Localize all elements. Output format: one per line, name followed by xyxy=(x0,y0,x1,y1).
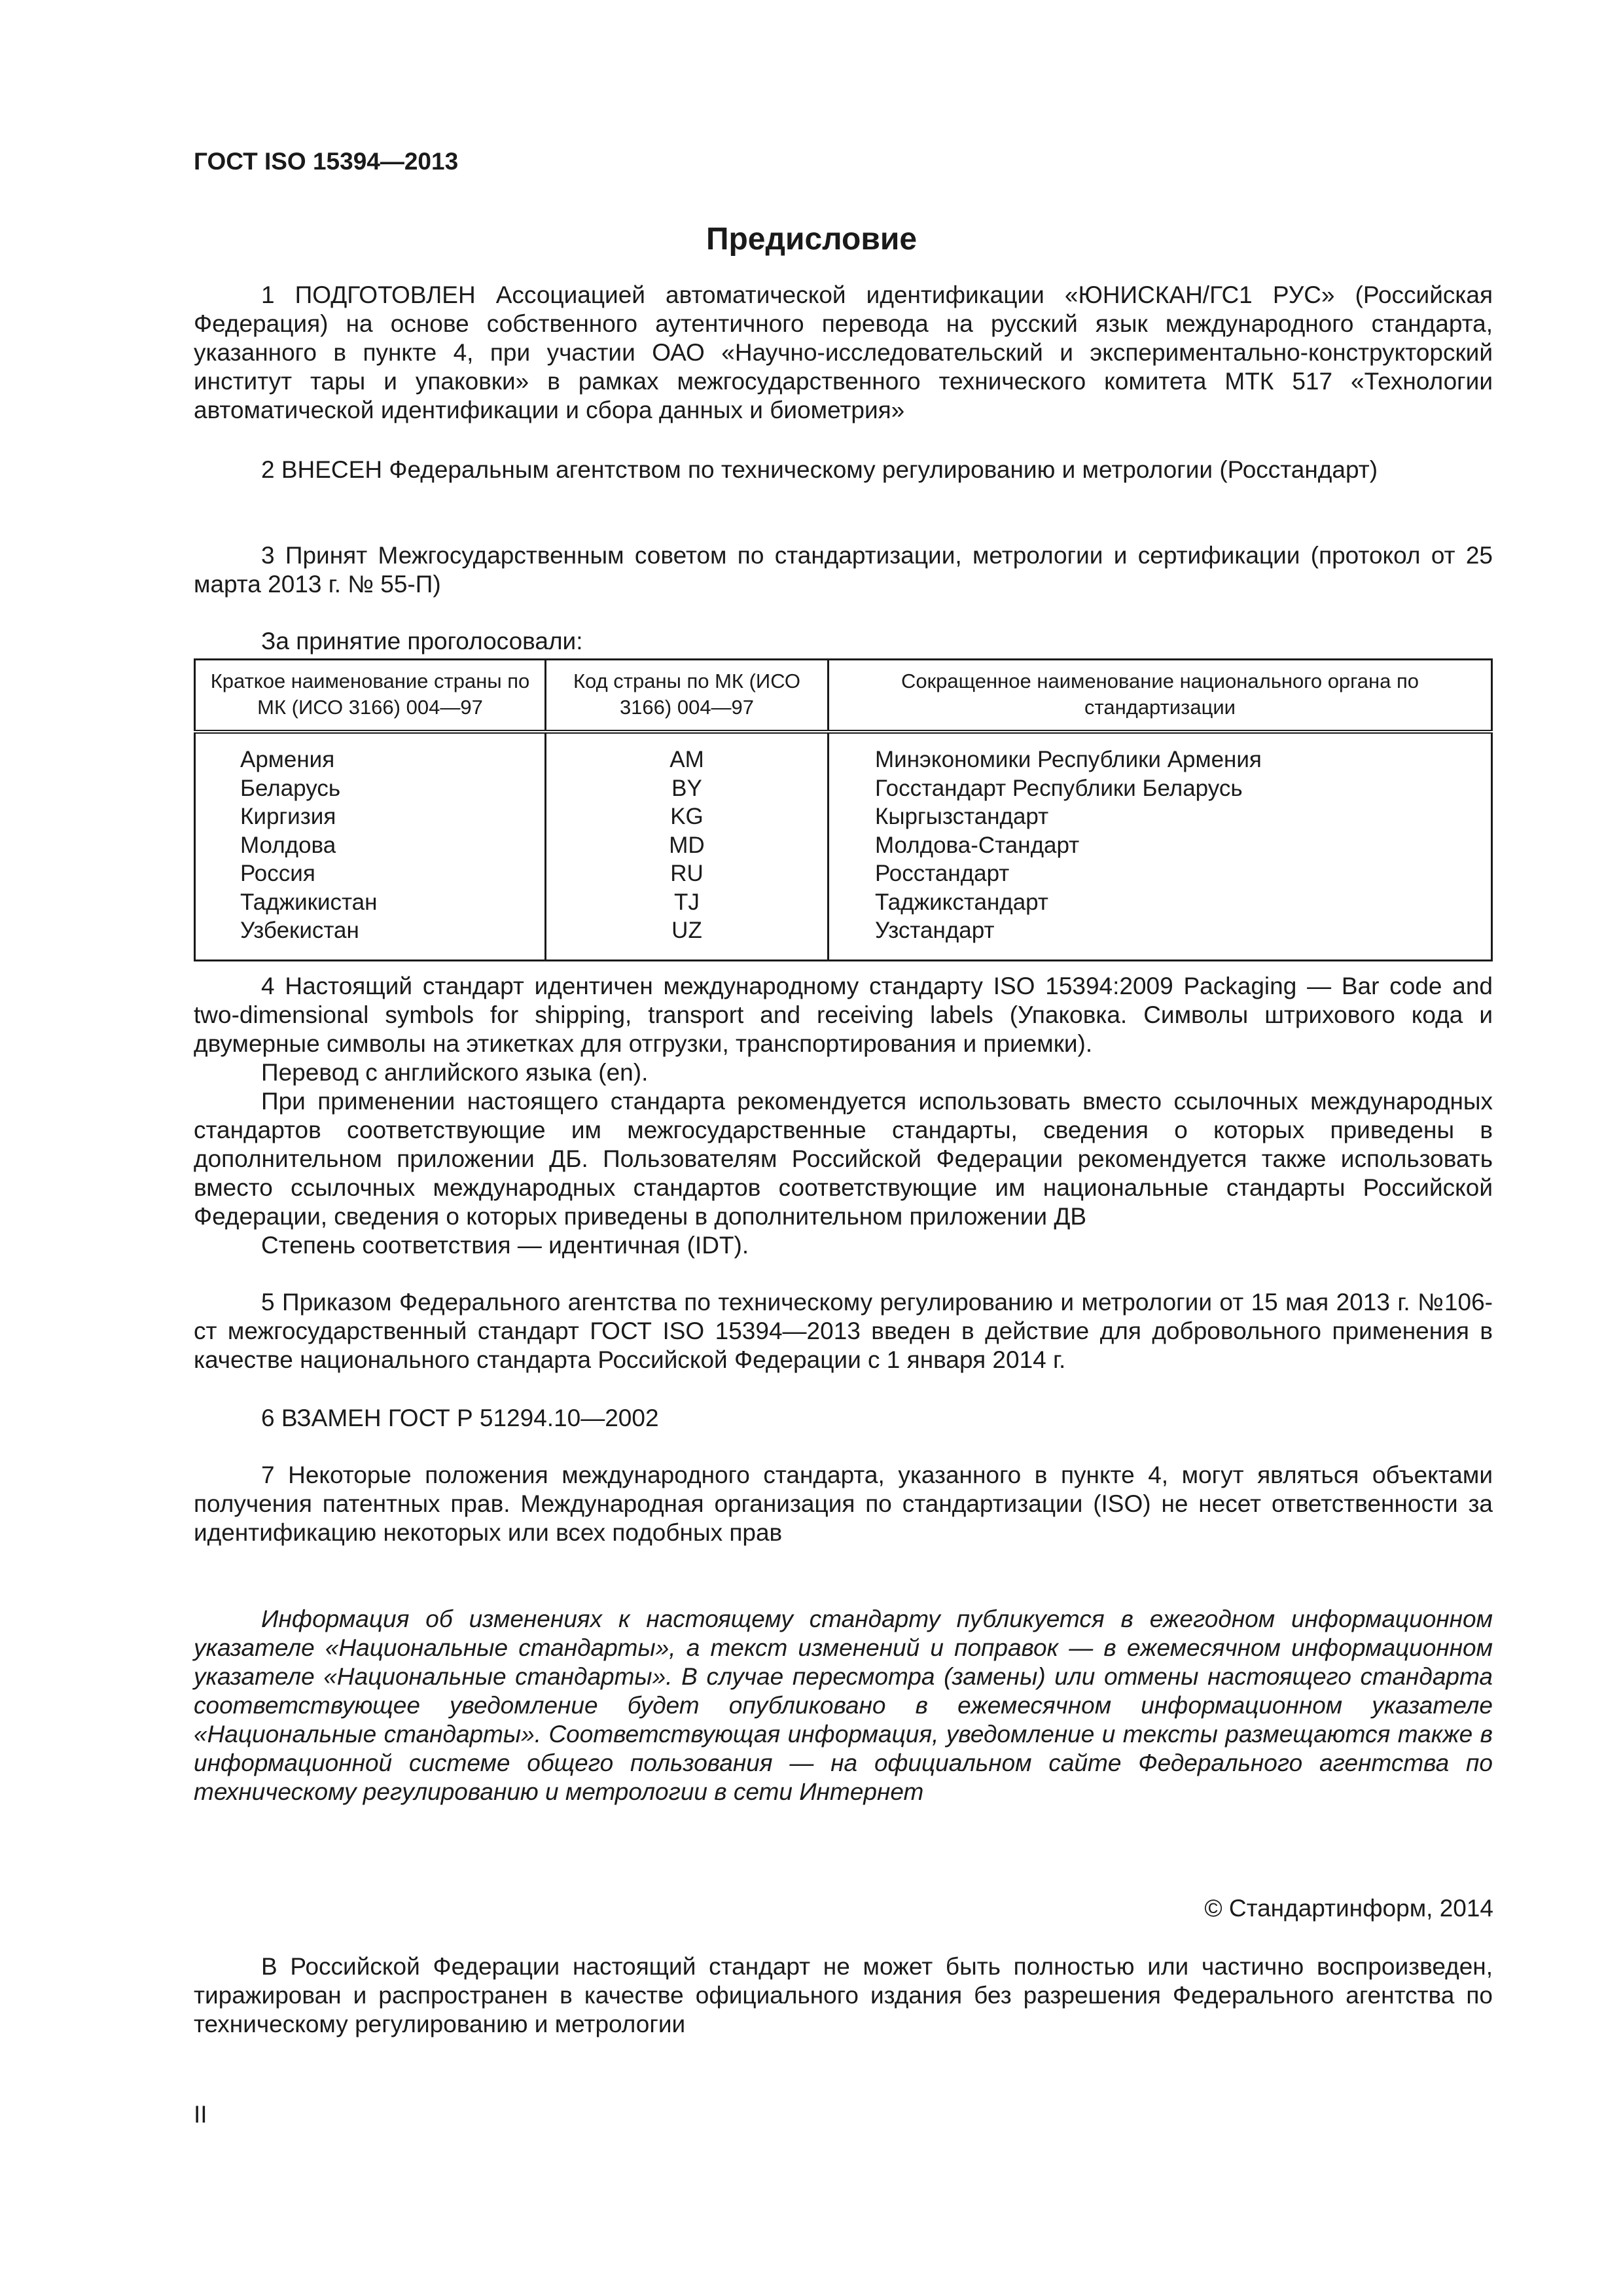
paragraph-4-references: При применении настоящего стандарта рекомендуется использовать вместо ссылочных международных стандартов соответствующие им межгосударственные стандарты, сведения о которых приведены в дополнительном приложении ДБ. Пользователям Российской Федерации рекомендуется также использовать вместо ссылочных международных стандартов соответствующие им национальные стандарты Российской Федерации, сведения о которых приведены в дополнительном приложении ДВ xyxy=(194,1088,1493,1230)
country-name: Россия xyxy=(240,861,315,886)
vote-label: За принятие проголосовали: xyxy=(261,628,583,655)
country-code: MD xyxy=(669,832,705,858)
standards-body: Кыргызстандарт xyxy=(875,804,1049,829)
header-standards-body: Сокращенное наименование национального органа по стандартизации xyxy=(829,660,1492,732)
page-number: II xyxy=(194,2101,207,2128)
page-title: Предисловие xyxy=(705,222,918,257)
standards-body: Таджикстандарт xyxy=(875,889,1048,915)
paragraph-7: 7 Некоторые положения международного стандарта, указанного в пункте 4, могут являться объектами получения патентных прав. Международная организация по стандартизации (ISO) не несет ответственности за идентификацию некоторых или всех подобных прав xyxy=(194,1462,1493,1546)
table-body-row xyxy=(195,732,1492,960)
country-name-column xyxy=(195,732,546,960)
voting-table xyxy=(194,658,1493,961)
paragraph-4-translation: Перевод с английского языка (en). xyxy=(261,1059,649,1086)
country-code: AM xyxy=(669,747,704,772)
country-name: Узбекистан xyxy=(240,918,359,943)
paragraph-6: 6 ВЗАМЕН ГОСТ Р 51294.10—2002 xyxy=(261,1405,659,1431)
country-name: Беларусь xyxy=(240,775,341,801)
document-designation: ГОСТ ISO 15394—2013 xyxy=(194,148,459,175)
standards-body: Минэкономики Республики Армения xyxy=(875,747,1262,772)
paragraph-3: 3 Принят Межгосударственным советом по стандартизации, метрологии и сертификации (протокол от 25 марта 2013 г. № 55-П) xyxy=(194,542,1493,598)
paragraph-5: 5 Приказом Федерального агентства по техническому регулированию и метрологии от 15 мая 2013 г. №106-ст межгосударственный стандарт ГОСТ ISO 15394—2013 введен в действие для добровольного применения в качестве национального стандарта Российской Федерации с 1 января 2014 г. xyxy=(194,1289,1493,1373)
country-name: Таджикистан xyxy=(240,889,378,915)
copyright: © Стандартинформ, 2014 xyxy=(1204,1895,1493,1922)
country-code: KG xyxy=(670,804,704,829)
country-name: Киргизия xyxy=(240,804,336,829)
standards-body: Росстандарт xyxy=(875,861,1010,886)
standards-body: Узстандарт xyxy=(875,918,995,943)
header-country-code: Код страны по МК (ИСО 3166) 004—97 xyxy=(546,660,829,732)
reproduction-notice: В Российской Федерации настоящий стандарт не может быть полностью или частично воспроизведен, тиражирован и распространен в качестве официального издания без разрешения Федерального агентства по техническому регулированию и метрологии xyxy=(194,1953,1493,2037)
country-code: RU xyxy=(670,861,704,886)
standards-body: Молдова-Стандарт xyxy=(875,832,1080,858)
country-name: Молдова xyxy=(240,832,336,858)
country-code: TJ xyxy=(674,889,700,915)
country-code: UZ xyxy=(671,918,702,943)
amendments-info: Информация об изменениях к настоящему стандарту публикуется в ежегодном информационном указателе «Национальные стандарты», а текст изменений и поправок — в ежемесячном информационном указателе «Национальные стандарты». В случае пересмотра (замены) или отмены настоящего стандарта соответствующее уведомление будет опубликовано в ежемесячном информационном указателе «Национальные стандарты». Соответствующая информация, уведомление и тексты размещаются также в информационной системе общего пользования — на официальном сайте Федерального агентства по техническому регулированию и метрологии в сети Интернет xyxy=(194,1605,1493,1805)
country-code-column xyxy=(546,732,829,960)
standards-body-column xyxy=(829,732,1492,960)
table-header-row xyxy=(195,660,1492,732)
paragraph-2: 2 ВНЕСЕН Федеральным агентством по техническому регулированию и метрологии (Росстандарт) xyxy=(261,456,1378,483)
country-code: BY xyxy=(671,775,702,801)
header-country-name: Краткое наименование страны по МК (ИСО 3166) 004—97 xyxy=(195,660,546,732)
standards-body: Госстандарт Республики Беларусь xyxy=(875,775,1243,801)
country-name: Армения xyxy=(240,747,335,772)
paragraph-4: 4 Настоящий стандарт идентичен международному стандарту ISO 15394:2009 Packaging — Bar code and two-dimensional symbols for shipping, transport and receiving labels (Упаковка. Символы штрихового кода и двумерные символы на этикетках для отгрузки, транспортирования и приемки). xyxy=(194,973,1493,1057)
paragraph-4-conformity: Степень соответствия — идентичная (IDT). xyxy=(261,1232,749,1259)
paragraph-1: 1 ПОДГОТОВЛЕН Ассоциацией автоматической идентификации «ЮНИСКАН/ГС1 РУС» (Российская Федерация) на основе собственного аутентичного перевода на русский язык международного стандарта, указанного в пункте 4, при участии ОАО «Научно-исследовательский и экспериментально-конструкторский институт тары и упаковки» в рамках межгосударственного технического комитета МТК 517 «Технологии автоматической идентификации и сбора данных и биометрия» xyxy=(194,281,1493,423)
